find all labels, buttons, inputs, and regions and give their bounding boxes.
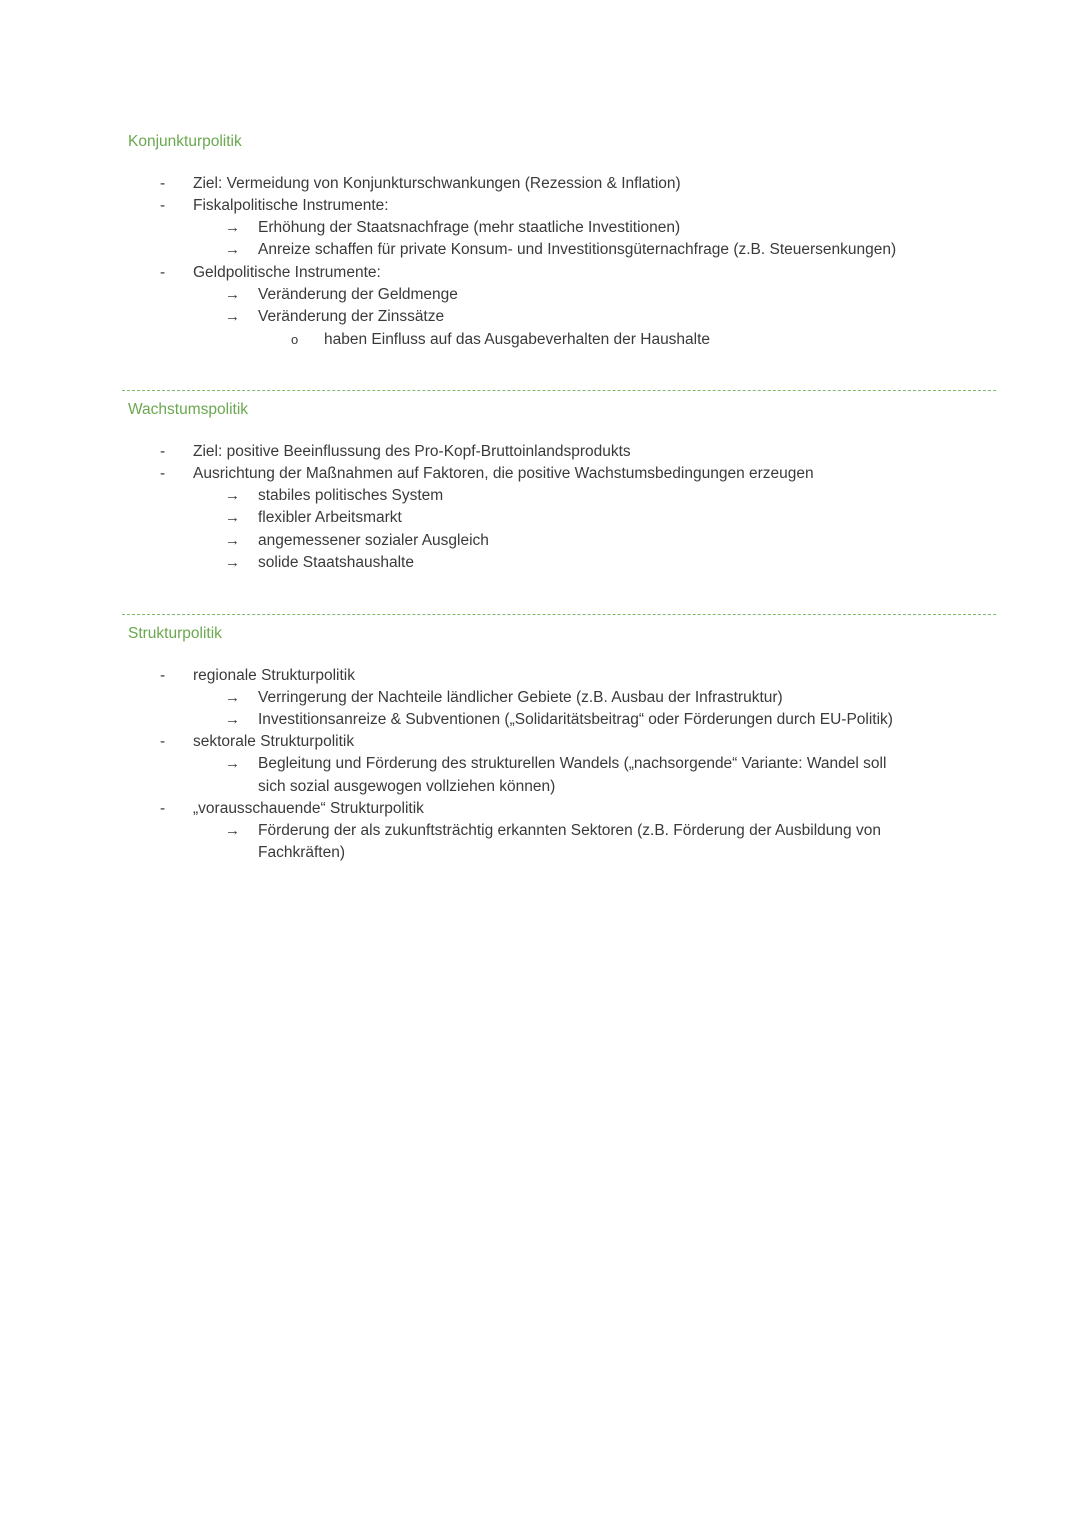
arrow-icon: → <box>225 532 240 549</box>
list-item: Ziel: Vermeidung von Konjunkturschwankungen (Rezession & Inflation) <box>193 175 681 192</box>
list-item: regionale Strukturpolitik <box>193 667 355 684</box>
list-item: Fiskalpolitische Instrumente: <box>193 197 389 214</box>
dash-marker: - <box>160 175 166 192</box>
sub-list-item: Veränderung der Zinssätze <box>258 308 445 325</box>
arrow-icon: → <box>225 286 240 303</box>
circle-bullet-icon: o <box>291 332 299 347</box>
list-item: sektorale Strukturpolitik <box>193 733 355 750</box>
list-item: Ziel: positive Beeinflussung des Pro-Kopf-Bruttoinlandsprodukts <box>193 443 631 460</box>
sub-list-item: Verringerung der Nachteile ländlicher Gebiete (z.B. Ausbau der Infrastruktur) <box>258 689 783 706</box>
dash-marker: - <box>160 733 166 750</box>
sub-list-item-continuation: sich sozial ausgewogen vollziehen können) <box>258 778 556 795</box>
sub-sub-list-item: haben Einfluss auf das Ausgabeverhalten der Haushalte <box>324 331 711 348</box>
list-item: „vorausschauende“ Strukturpolitik <box>193 800 424 817</box>
arrow-icon: → <box>225 755 240 772</box>
dash-marker: - <box>160 667 166 684</box>
arrow-icon: → <box>225 822 240 839</box>
arrow-icon: → <box>225 219 240 236</box>
dash-marker: - <box>160 443 166 460</box>
sub-list-item: Förderung der als zukunftsträchtig erkannten Sektoren (z.B. Förderung der Ausbildung von <box>258 822 881 839</box>
dash-marker: - <box>160 197 166 214</box>
sub-list-item: Anreize schaffen für private Konsum- und Investitionsgüternachfrage (z.B. Steuersenkungen) <box>258 241 897 258</box>
arrow-icon: → <box>225 241 240 258</box>
dash-marker: - <box>160 465 166 482</box>
dash-marker: - <box>160 800 166 817</box>
arrow-icon: → <box>225 308 240 325</box>
list-item: Geldpolitische Instrumente: <box>193 264 381 281</box>
arrow-icon: → <box>225 487 240 504</box>
section-divider <box>122 614 996 615</box>
section-heading: Strukturpolitik <box>128 625 222 642</box>
sub-list-item: Investitionsanreize & Subventionen („Solidaritätsbeitrag“ oder Förderungen durch EU-Politik) <box>258 711 893 728</box>
dash-marker: - <box>160 264 166 281</box>
sub-list-item: flexibler Arbeitsmarkt <box>258 509 402 526</box>
arrow-icon: → <box>225 711 240 728</box>
section-heading: Wachstumspolitik <box>128 401 249 418</box>
section-heading: Konjunkturpolitik <box>128 133 242 150</box>
arrow-icon: → <box>225 509 240 526</box>
sub-list-item: solide Staatshaushalte <box>258 554 414 571</box>
arrow-icon: → <box>225 689 240 706</box>
sub-list-item: Erhöhung der Staatsnachfrage (mehr staatliche Investitionen) <box>258 219 681 236</box>
sub-list-item: Veränderung der Geldmenge <box>258 286 458 303</box>
sub-list-item: Begleitung und Förderung des strukturellen Wandels („nachsorgende“ Variante: Wandel soll <box>258 755 887 772</box>
sub-list-item-continuation: Fachkräften) <box>258 844 346 861</box>
section-divider <box>122 390 996 391</box>
sub-list-item: angemessener sozialer Ausgleich <box>258 532 489 549</box>
list-item: Ausrichtung der Maßnahmen auf Faktoren, die positive Wachstumsbedingungen erzeugen <box>193 465 814 482</box>
sub-list-item: stabiles politisches System <box>258 487 444 504</box>
arrow-icon: → <box>225 554 240 571</box>
